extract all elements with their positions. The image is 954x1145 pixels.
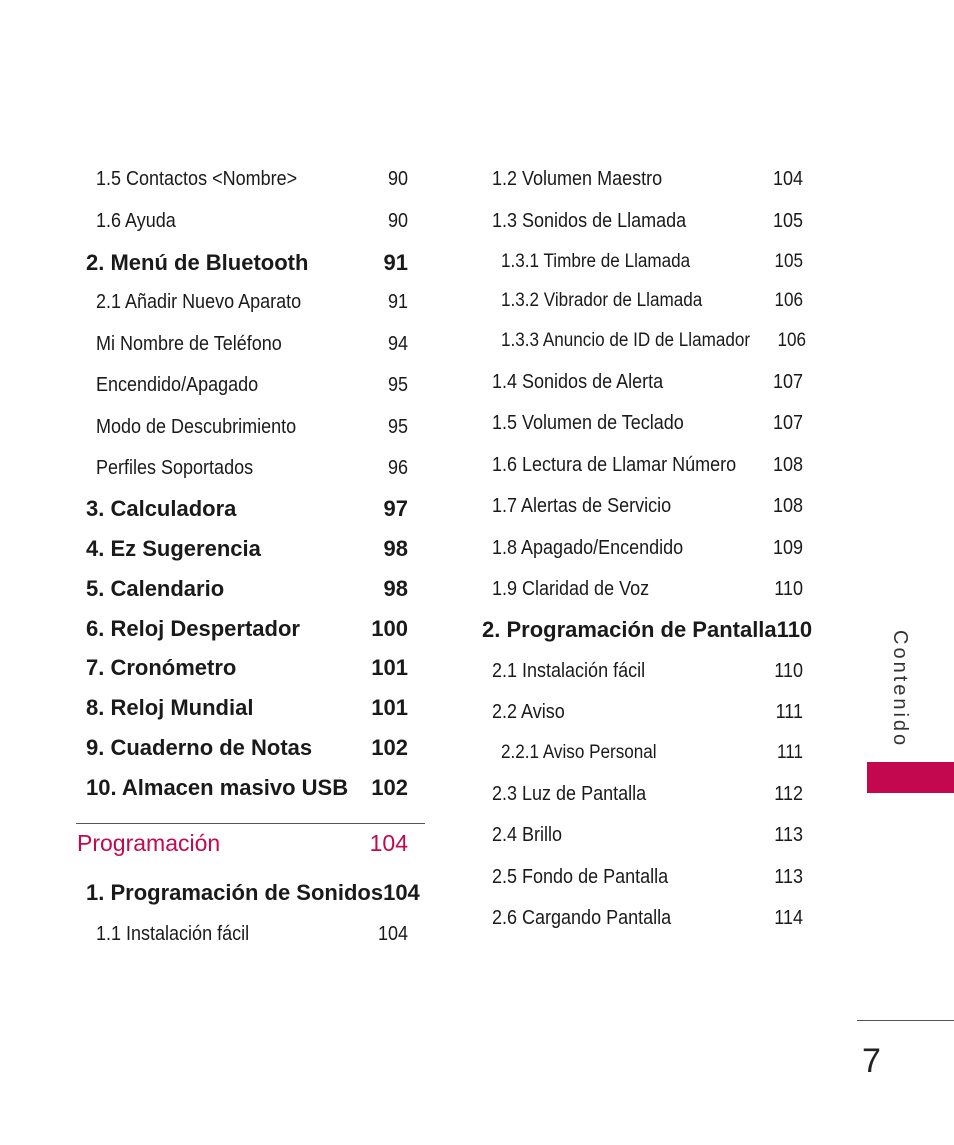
toc-entry-title: 1.2 Volumen Maestro <box>492 168 663 190</box>
toc-entry-page: 110 <box>776 617 813 642</box>
toc-entry <box>86 735 408 761</box>
toc-entry <box>86 695 408 721</box>
toc-entry-page: 91 <box>387 291 408 313</box>
toc-entry-page: 113 <box>774 866 803 888</box>
toc-entry-title: 2.6 Cargando Pantalla <box>492 907 672 929</box>
toc-entry <box>86 880 419 906</box>
toc-entry <box>501 290 803 312</box>
toc-entry-page: 107 <box>772 412 803 434</box>
toc-entry-title: 2. Menú de Bluetooth <box>86 250 309 275</box>
toc-entry-page: 91 <box>383 250 408 275</box>
toc-entry <box>501 251 803 273</box>
toc-entry-page: 94 <box>387 333 408 355</box>
toc-entry-page: 104 <box>369 830 408 856</box>
toc-entry-page: 110 <box>774 578 803 600</box>
toc-entry-title: Mi Nombre de Teléfono <box>96 333 282 355</box>
toc-entry-title: Modo de Descubrimiento <box>96 416 297 438</box>
toc-entry <box>492 783 803 806</box>
toc-entry-page: 105 <box>774 251 803 272</box>
toc-entry-title: 2.3 Luz de Pantalla <box>492 783 647 805</box>
toc-entry-page: 111 <box>776 742 803 763</box>
toc-entry-title: 2.2 Aviso <box>492 701 565 723</box>
toc-entry-title: 2.4 Brillo <box>492 824 563 846</box>
toc-entry-title: 9. Cuaderno de Notas <box>86 735 313 760</box>
toc-entry-title: Perfiles Soportados <box>96 457 254 479</box>
toc-entry-title: 2. Programación de Pantalla <box>482 617 777 642</box>
toc-entry <box>492 454 803 477</box>
section-tab-label: Contenido <box>889 630 911 749</box>
toc-entry-title: 1.4 Sonidos de Alerta <box>492 371 664 393</box>
toc-entry <box>492 660 803 683</box>
toc-entry-title: 6. Reloj Despertador <box>86 616 300 641</box>
toc-entry-title: 2.2.1 Aviso Personal <box>501 742 657 763</box>
toc-entry-title: 2.1 Instalación fácil <box>492 660 646 682</box>
toc-entry-title: 1.3.1 Timbre de Llamada <box>501 251 691 272</box>
toc-entry <box>96 168 408 191</box>
toc-entry <box>501 330 806 352</box>
toc-entry-page: 97 <box>383 496 408 521</box>
toc-entry <box>96 923 408 946</box>
toc-entry-page: 106 <box>774 290 803 311</box>
toc-entry-page: 102 <box>371 735 408 760</box>
toc-entry <box>492 907 803 930</box>
toc-entry-title: 3. Calculadora <box>86 496 237 521</box>
toc-entry-page: 104 <box>772 168 803 190</box>
toc-entry-page: 108 <box>772 495 803 517</box>
toc-entry-page: 96 <box>387 457 408 479</box>
toc-entry <box>492 168 803 191</box>
toc-entry-page: 100 <box>371 616 408 641</box>
toc-entry-title: 7. Cronómetro <box>86 655 237 680</box>
toc-entry-page: 108 <box>772 454 803 476</box>
toc-entry-title: 1.7 Alertas de Servicio <box>492 495 672 517</box>
toc-entry <box>86 655 408 681</box>
toc-entry-title: 1. Programación de Sonidos <box>86 880 384 905</box>
toc-entry <box>492 412 803 435</box>
toc-entry-title: 1.3.2 Vibrador de Llamada <box>501 290 703 311</box>
toc-entry-title: 4. Ez Sugerencia <box>86 536 261 561</box>
toc-entry <box>492 371 803 394</box>
toc-entry <box>482 617 813 643</box>
toc-entry <box>86 536 408 562</box>
toc-entry-page: 106 <box>777 330 806 351</box>
toc-entry-title: 1.3.3 Anuncio de ID de Llamador <box>501 330 751 351</box>
toc-entry-page: 109 <box>772 537 803 559</box>
toc-entry <box>86 496 408 522</box>
toc-entry-title: 1.3 Sonidos de Llamada <box>492 210 687 232</box>
toc-entry <box>492 701 803 724</box>
toc-entry <box>501 742 803 764</box>
toc-entry-title: Encendido/Apagado <box>96 374 259 396</box>
toc-entry-page: 113 <box>774 824 803 846</box>
toc-entry <box>492 866 803 889</box>
toc-entry <box>77 830 408 857</box>
toc-entry-title: 8. Reloj Mundial <box>86 695 254 720</box>
toc-entry-page: 104 <box>377 923 408 945</box>
toc-entry-title: 2.5 Fondo de Pantalla <box>492 866 669 888</box>
toc-entry-page: 101 <box>371 655 408 680</box>
toc-entry-page: 105 <box>772 210 803 232</box>
page-number: 7 <box>862 1042 881 1080</box>
toc-entry-title: 5. Calendario <box>86 576 225 601</box>
toc-entry <box>492 578 803 601</box>
toc-entry-page: 95 <box>387 374 408 396</box>
toc-entry-page: 102 <box>371 775 408 800</box>
toc-entry-title: 1.8 Apagado/Encendido <box>492 537 684 559</box>
toc-entry-page: 90 <box>387 210 408 232</box>
toc-entry <box>96 374 408 397</box>
section-tab-marker <box>867 762 954 793</box>
toc-entry <box>492 537 803 560</box>
toc-entry-title: Programación <box>77 830 221 856</box>
toc-entry-page: 98 <box>383 576 408 601</box>
toc-entry-title: 10. Almacen masivo USB <box>86 775 349 800</box>
toc-entry-page: 107 <box>772 371 803 393</box>
toc-entry-page: 104 <box>383 880 420 905</box>
section-rule <box>76 823 425 824</box>
toc-entry-title: 1.5 Contactos <Nombre> <box>96 168 298 190</box>
toc-entry <box>492 210 803 233</box>
toc-entry <box>86 250 408 276</box>
toc-entry-title: 1.1 Instalación fácil <box>96 923 250 945</box>
toc-entry <box>96 291 408 314</box>
toc-entry-page: 112 <box>774 783 803 805</box>
toc-entry-page: 111 <box>775 701 803 723</box>
toc-entry-page: 101 <box>371 695 408 720</box>
toc-entry-page: 110 <box>774 660 803 682</box>
toc-entry-title: 1.6 Lectura de Llamar Número <box>492 454 737 476</box>
toc-entry <box>96 416 408 439</box>
toc-entry-title: 1.6 Ayuda <box>96 210 176 232</box>
toc-entry-page: 98 <box>383 536 408 561</box>
toc-entry <box>86 775 408 801</box>
toc-entry <box>96 210 408 233</box>
toc-entry-title: 2.1 Añadir Nuevo Aparato <box>96 291 302 313</box>
toc-entry-title: 1.9 Claridad de Voz <box>492 578 650 600</box>
toc-entry <box>86 616 408 642</box>
toc-entry <box>96 457 408 480</box>
toc-entry <box>86 576 408 602</box>
toc-entry <box>96 333 408 356</box>
toc-entry-page: 114 <box>774 907 803 929</box>
toc-entry-page: 95 <box>387 416 408 438</box>
toc-entry-page: 90 <box>387 168 408 190</box>
toc-entry <box>492 824 803 847</box>
page-number-rule <box>857 1020 954 1021</box>
toc-entry <box>492 495 803 518</box>
toc-entry-title: 1.5 Volumen de Teclado <box>492 412 684 434</box>
